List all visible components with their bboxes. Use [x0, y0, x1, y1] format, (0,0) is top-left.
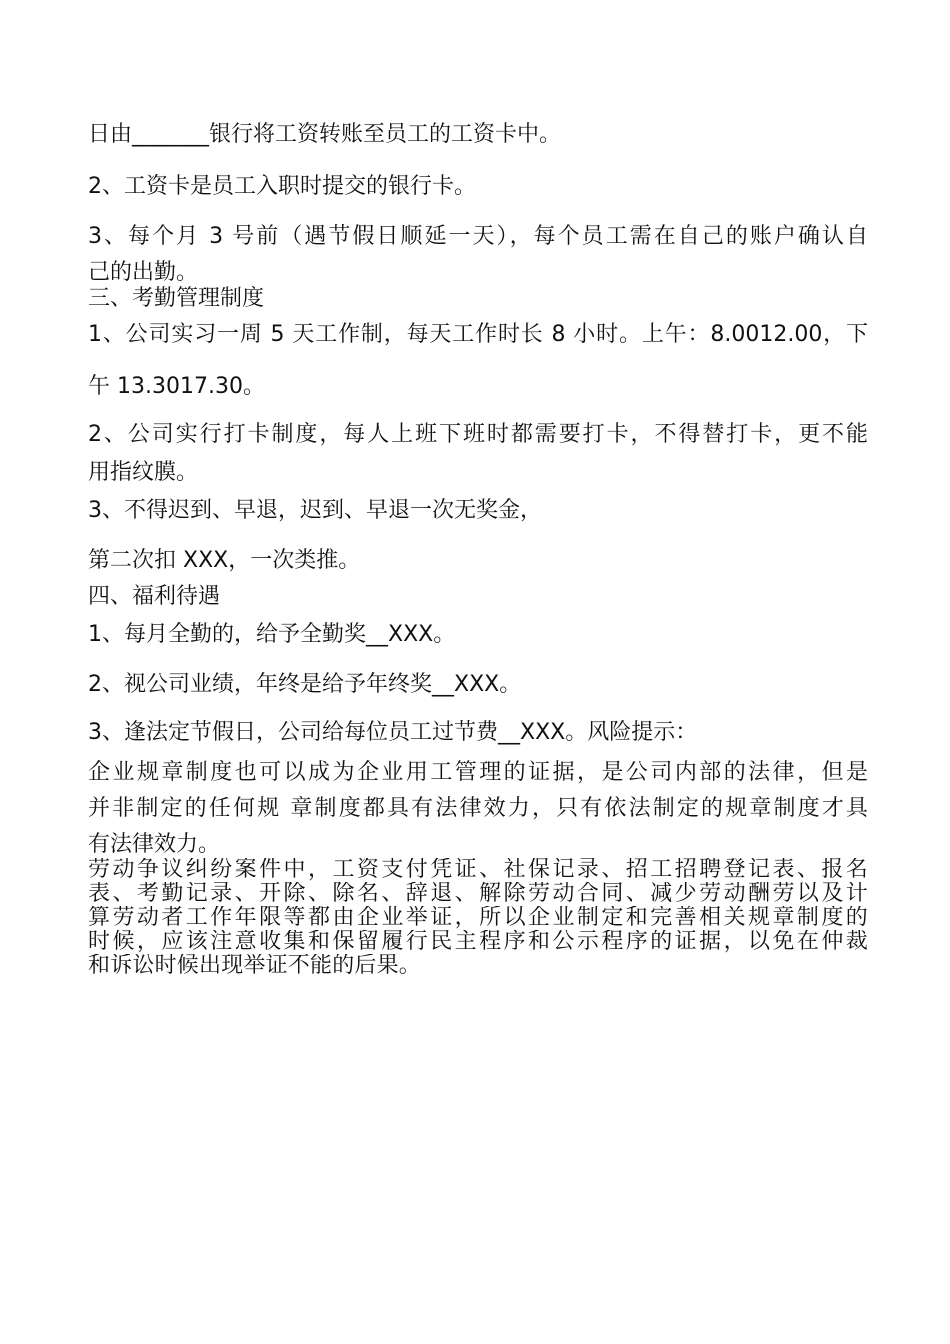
text-line-dispute-3: 算劳动者工作年限等都由企业举证，所以企业制定和完善相关规章制度的 — [88, 906, 868, 930]
text-line-risk-1: 企业规章制度也可以成为企业用工管理的证据，是公司内部的法律，但是 — [88, 760, 868, 785]
text-line-salary-card: 2、工资卡是员工入职时提交的银行卡。 — [88, 174, 476, 199]
text-line-payroll-bank: 日由_______银行将工资转账至员工的工资卡中。 — [88, 122, 562, 147]
text-line-full-attendance: 1、每月全勤的，给予全勤奖__XXX。 — [88, 622, 456, 647]
text-line-dispute-5: 和诉讼时候出现举证不能的后果。 — [88, 954, 422, 978]
text-line-year-end-bonus: 2、视公司业绩，年终是给予年终奖__XXX。 — [88, 672, 522, 697]
text-line-risk-3: 有法律效力。 — [88, 832, 221, 857]
text-line-risk-2: 并非制定的任何规 章制度都具有法律效力，只有依法制定的规章制度才具 — [88, 796, 868, 821]
text-line-clock-in: 2、公司实行打卡制度，每人上班下班时都需要打卡，不得替打卡，更不能 — [88, 422, 868, 447]
section-heading-benefits: 四、福利待遇 — [88, 584, 221, 609]
text-line-holiday-allowance: 3、逢法定节假日，公司给每位员工过节费__XXX。风险提示： — [88, 720, 698, 745]
text-line-attendance-confirm-cont: 己的出勤。 — [88, 260, 199, 285]
text-line-attendance-confirm: 3、每个月 3 号前（遇节假日顺延一天），每个员工需在自己的账户确认自 — [88, 224, 868, 249]
text-line-clock-in-cont: 用指纹膜。 — [88, 460, 199, 485]
text-line-deduction: 第二次扣 XXX，一次类推。 — [88, 548, 361, 573]
section-heading-attendance: 三、考勤管理制度 — [88, 286, 265, 311]
text-line-dispute-2: 表、考勤记录、开除、除名、辞退、解除劳动合同、减少劳动酬劳以及计 — [88, 882, 868, 906]
text-line-dispute-1: 劳动争议纠纷案件中，工资支付凭证、社保记录、招工招聘登记表、报名 — [88, 858, 868, 882]
text-line-dispute-4: 时候，应该注意收集和保留履行民主程序和公示程序的证据，以免在仲裁 — [88, 930, 868, 954]
text-line-work-schedule: 1、公司实习一周 5 天工作制，每天工作时长 8 小时。上午：8.0012.00，下 — [88, 322, 868, 347]
text-line-work-schedule-cont: 午 13.3017.30。 — [88, 374, 265, 399]
text-line-no-late: 3、不得迟到、早退，迟到、早退一次无奖金， — [88, 498, 542, 523]
